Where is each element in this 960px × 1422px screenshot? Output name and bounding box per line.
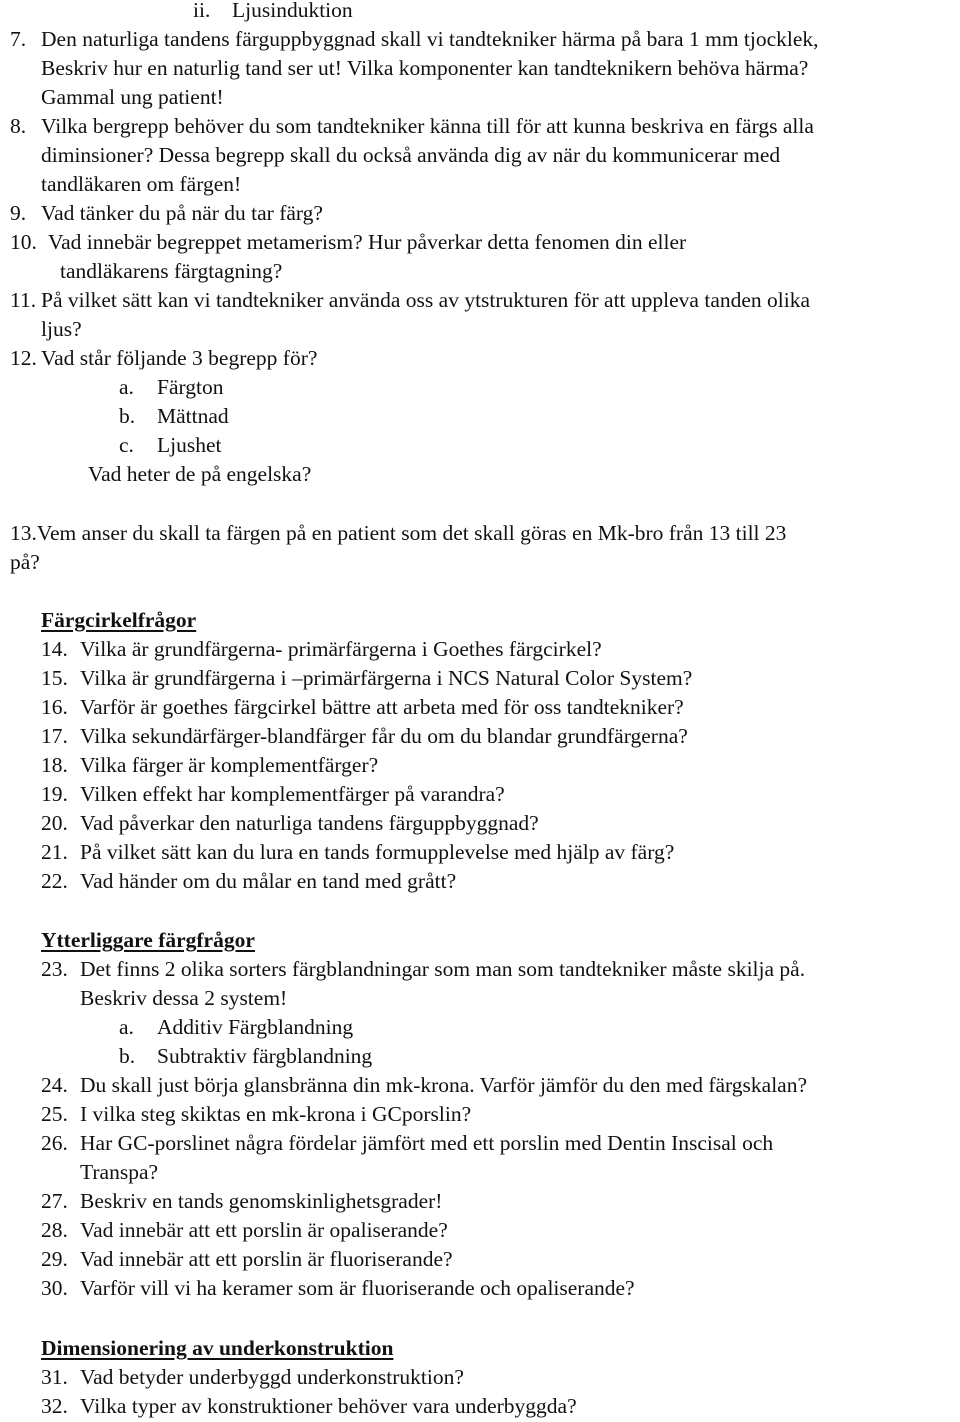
list-marker: ii. bbox=[193, 0, 211, 22]
question-text: Vilka är grundfärgerna- primärfärgerna i Goethes färgcirkel? bbox=[80, 637, 602, 661]
question-text: I vilka steg skiktas en mk-krona i GCporslin? bbox=[80, 1102, 472, 1126]
question-number: 10. bbox=[10, 230, 37, 254]
sub-item-text: Färgton bbox=[157, 375, 224, 399]
question-number: 16. bbox=[41, 695, 68, 719]
section-heading-text: Ytterliggare färgfrågor bbox=[41, 928, 255, 952]
question-text: tandläkaren om färgen! bbox=[41, 172, 242, 196]
question-text: Beskriv en tands genomskinlighetsgrader! bbox=[80, 1189, 443, 1213]
question-number: 9. bbox=[10, 201, 27, 225]
question-text: Vad innebär begreppet metamerism? Hur påverkar detta fenomen din eller bbox=[48, 230, 687, 254]
question-text: ljus? bbox=[41, 317, 82, 341]
question-number: 17. bbox=[41, 724, 68, 748]
question-text: Har GC-porslinet några fördelar jämfört med ett porslin med Dentin Inscisal och bbox=[80, 1131, 774, 1155]
question-number: 18. bbox=[41, 753, 68, 777]
question-text: Den naturliga tandens färguppbyggnad skall vi tandtekniker härma på bara 1 mm tjocklek, bbox=[41, 27, 819, 51]
sub-item-text: Subtraktiv färgblandning bbox=[157, 1044, 373, 1068]
sub-item-text: Ljushet bbox=[157, 433, 222, 457]
question-number: 12. bbox=[10, 346, 37, 370]
question-text: Vilka typer av konstruktioner behöver vara underbyggda? bbox=[80, 1394, 577, 1418]
sub-item-letter: a. bbox=[119, 375, 134, 399]
question-number: 25. bbox=[41, 1102, 68, 1126]
question-text: Vilka sekundärfärger-blandfärger får du om du blandar grundfärgerna? bbox=[80, 724, 688, 748]
question-text: Transpa? bbox=[80, 1160, 159, 1184]
question-text: Gammal ung patient! bbox=[41, 85, 224, 109]
section-heading bbox=[41, 926, 255, 955]
question-number: 30. bbox=[41, 1276, 68, 1300]
question-text: Vad heter de på engelska? bbox=[88, 462, 312, 486]
question-number: 7. bbox=[10, 27, 27, 51]
section-heading-text: Dimensionering av underkonstruktion bbox=[41, 1336, 394, 1360]
question-text: Vad betyder underbyggd underkonstruktion? bbox=[80, 1365, 464, 1389]
sub-item-letter: b. bbox=[119, 1044, 136, 1068]
question-number: 14. bbox=[41, 637, 68, 661]
sub-item-text: Additiv Färgblandning bbox=[157, 1015, 354, 1039]
question-text: tandläkarens färgtagning? bbox=[60, 259, 283, 283]
question-text: Vad innebär att ett porslin är opaliserande? bbox=[80, 1218, 448, 1242]
question-number: 26. bbox=[41, 1131, 68, 1155]
question-text: diminsioner? Dessa begrepp skall du också använda dig av när du kommunicerar med bbox=[41, 143, 781, 167]
sub-item-text: Mättnad bbox=[157, 404, 229, 428]
question-text: På vilket sätt kan du lura en tands formupplevelse med hjälp av färg? bbox=[80, 840, 675, 864]
question-text: Vad påverkar den naturliga tandens färguppbyggnad? bbox=[80, 811, 539, 835]
list-item-text: Ljusinduktion bbox=[232, 0, 353, 22]
question-text: Vad händer om du målar en tand med grått? bbox=[80, 869, 457, 893]
question-text: 13.Vem anser du skall ta färgen på en patient som det skall göras en Mk-bro från 13 till 23 bbox=[10, 521, 787, 545]
section-heading bbox=[41, 606, 196, 635]
question-text: Vilka bergrepp behöver du som tandtekniker känna till för att kunna beskriva en färgs alla bbox=[41, 114, 814, 138]
question-text: Beskriv hur en naturlig tand ser ut! Vilka komponenter kan tandteknikern behöva härma? bbox=[41, 56, 809, 80]
sub-item-letter: c. bbox=[119, 433, 134, 457]
question-text: Vad tänker du på när du tar färg? bbox=[41, 201, 323, 225]
question-text: Du skall just börja glansbränna din mk-krona. Varför jämför du den med färgskalan? bbox=[80, 1073, 808, 1097]
question-number: 21. bbox=[41, 840, 68, 864]
question-number: 29. bbox=[41, 1247, 68, 1271]
section-heading bbox=[41, 1334, 393, 1363]
sub-item-letter: a. bbox=[119, 1015, 134, 1039]
sub-item-letter: b. bbox=[119, 404, 136, 428]
question-text: På vilket sätt kan vi tandtekniker använda oss av ytstrukturen för att uppleva tanden olika bbox=[41, 288, 811, 312]
question-text: Vilken effekt har komplementfärger på varandra? bbox=[80, 782, 505, 806]
question-number: 23. bbox=[41, 957, 68, 981]
question-number: 8. bbox=[10, 114, 27, 138]
question-number: 22. bbox=[41, 869, 68, 893]
question-number: 15. bbox=[41, 666, 68, 690]
question-text: Varför är goethes färgcirkel bättre att arbeta med för oss tandtekniker? bbox=[80, 695, 684, 719]
question-text: Det finns 2 olika sorters färgblandningar som man som tandtekniker måste skilja på. bbox=[80, 957, 806, 981]
question-text: Vilka färger är komplementfärger? bbox=[80, 753, 379, 777]
question-number: 28. bbox=[41, 1218, 68, 1242]
question-text: Vilka är grundfärgerna i –primärfärgerna i NCS Natural Color System? bbox=[80, 666, 693, 690]
section-heading-text: Färgcirkelfrågor bbox=[41, 608, 197, 632]
question-number: 11. bbox=[10, 288, 37, 312]
question-text: Vad står följande 3 begrepp för? bbox=[41, 346, 318, 370]
question-text: Varför vill vi ha keramer som är fluoriserande och opaliserande? bbox=[80, 1276, 635, 1300]
question-number: 24. bbox=[41, 1073, 68, 1097]
question-number: 19. bbox=[41, 782, 68, 806]
question-number: 27. bbox=[41, 1189, 68, 1213]
question-text: Vad innebär att ett porslin är fluoriserande? bbox=[80, 1247, 453, 1271]
question-number: 32. bbox=[41, 1394, 68, 1418]
question-text: på? bbox=[10, 550, 40, 574]
question-number: 31. bbox=[41, 1365, 68, 1389]
question-text: Beskriv dessa 2 system! bbox=[80, 986, 288, 1010]
question-number: 20. bbox=[41, 811, 68, 835]
